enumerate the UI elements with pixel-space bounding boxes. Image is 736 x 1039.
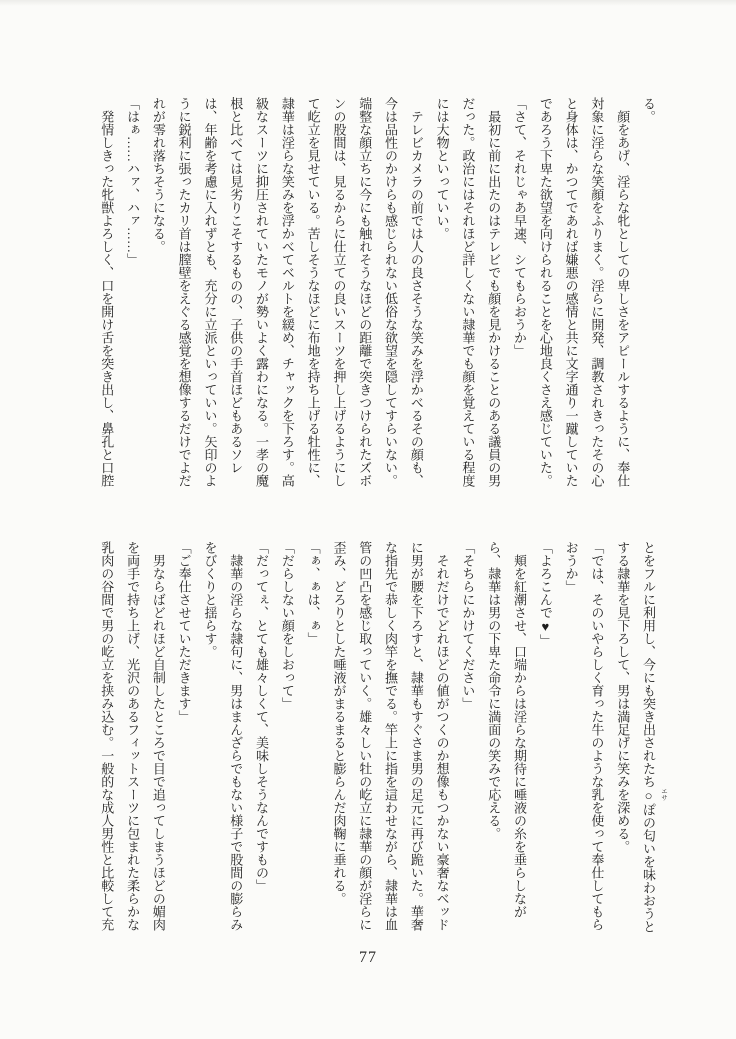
censored-char-with-ruby: ○ エサ (641, 788, 667, 803)
text-column: は、年齢を考慮に入れずとも、充分に立派といっていい。矢印のよ (202, 97, 218, 487)
text-column: 「では、そのいやらしく育った牛のような乳を使って奉仕してもら (589, 541, 605, 931)
text-column: る。 (641, 97, 656, 123)
text-column: 対象に淫らな笑顔をふりまく。淫らに開発、調教されきったその心 (589, 97, 605, 487)
text-column: な指先で恭しく肉竿を撫でる。竿上に指を這わせながら、隷華は血 (383, 541, 399, 931)
text-block-bottom (93, 541, 667, 933)
text-column: 根と比べては見劣りこそするものの、子供の手首ほどもあるソレ (228, 97, 244, 474)
text-column: 隷華は淫らな笑みを浮かべてベルトを緩め、チャックを下ろす。高 (279, 97, 295, 487)
text-column: て屹立を見せている。苦しそうなほどに布地を持ち上げる牡性に、 (305, 97, 321, 487)
text-column: ら、隷華は男の下卑た命令に満面の笑みで応える。 (486, 541, 502, 840)
page-number: 77 (359, 949, 377, 966)
text-column: をびくりと揺らす。 (202, 541, 218, 658)
text-column: には大物といっていい。 (434, 97, 450, 240)
text-block-top (93, 97, 661, 489)
ruby-text: エサ (660, 788, 667, 801)
text-column: 「だってぇ、とても雄々しくて、美味しそうなんですもの」 (254, 541, 270, 892)
text-column: 歪み、どろりとした唾液がまるまると膨らんだ肉鞠に垂れる。 (331, 541, 347, 905)
text-column: 「だらしない顔をしおって」 (279, 541, 295, 710)
text-column: 「ご奉仕させていただきます」 (176, 541, 192, 723)
text-column: に男が腰を下ろすと、隷華もすぐさま男の足元に再び跪いた。華奢 (408, 541, 424, 931)
text-column: 隷華の淫らな隷句に、男はまんざらでもない様子で股間の膨らみ (228, 554, 244, 931)
text-column: であろう下卑た欲望を向けられることを心地良くさえ感じていた。 (537, 97, 553, 487)
text-column: 顔をあげ、淫らな牝としての卑しさをアピールするように、奉仕 (615, 110, 631, 487)
text-column: を両手で持ち上げ、光沢のあるフィットスーツに包まれた柔らかな (125, 541, 141, 931)
text-column: 「はぁ……ハァ、ハァ……」 (125, 97, 141, 266)
text-column: とをフルに利用し、今にも突き出されたち○ エサ ぽの匂いを味わおうと (641, 541, 667, 933)
text-column: ンの股間は、見るからに仕立ての良いスーツを押し上げるようにし (331, 97, 347, 487)
text-column: おうか」 (563, 541, 579, 593)
text-column: 「よろこんで♥」 (537, 541, 553, 647)
text-column: と身体は、かつてであれば嫌悪の感情と共に文字通り一蹴していた (563, 97, 579, 487)
text-column: 男ならばどれほど自制したところで目で追ってしまうほどの媚肉 (150, 554, 166, 931)
text-column: うに鋭利に張ったカリ首は膣壁をえぐる感覚を想像するだけでよだ (176, 97, 192, 487)
text-column: 管の凹凸を感じ取っていく。雄々しい牡の屹立に隷華の顔が淫らに (357, 541, 373, 931)
text-column: 頬を紅潮させ、口端からは淫らな期待に唾液の糸を垂らしなが (512, 554, 528, 918)
text-column: 級なスーツに抑圧されていたモノが勢いよく露わになる。一孝の魔 (254, 97, 270, 487)
text-column: 端整な顔立ちに今にも触れそうなほどの距離で突きつけられたズボ (357, 97, 373, 487)
text-column: 発情しきった牝獣よろしく、口を開け舌を突き出し、鼻孔と口腔 (99, 110, 115, 487)
text-column: 「ぁ、ぁは、ぁ」 (305, 541, 321, 645)
text-column: 「さて、それじゃあ早速、シてもらおうか」 (512, 97, 528, 357)
text-column: 「そちらにかけてください」 (460, 541, 476, 710)
text-column: テレビカメラの前では人の良さそうな笑みを浮かべるその顔も、 (408, 110, 424, 487)
text-column: 乳肉の谷間で男の屹立を挟み込む。一般的な成人男性と比較して充 (99, 541, 115, 931)
text-column: 今は品性のかけらも感じられない低俗な欲望を隠してすらいない。 (383, 97, 399, 487)
text-column: だった。政治にはそれほど詳しくない隷華でも顔を覚えている程度 (460, 97, 476, 487)
text-column: する隷華を見下ろして、男は満足げに笑みを深める。 (615, 541, 631, 853)
text-column: 最初に前に出たのはテレビでも顔を見かけることのある議員の男 (486, 110, 502, 487)
text-column: それだけでどれほどの値がつくのか想像もつかない豪奢なベッド (434, 554, 450, 931)
text-column: れが零れ落ちそうになる。 (150, 97, 166, 253)
